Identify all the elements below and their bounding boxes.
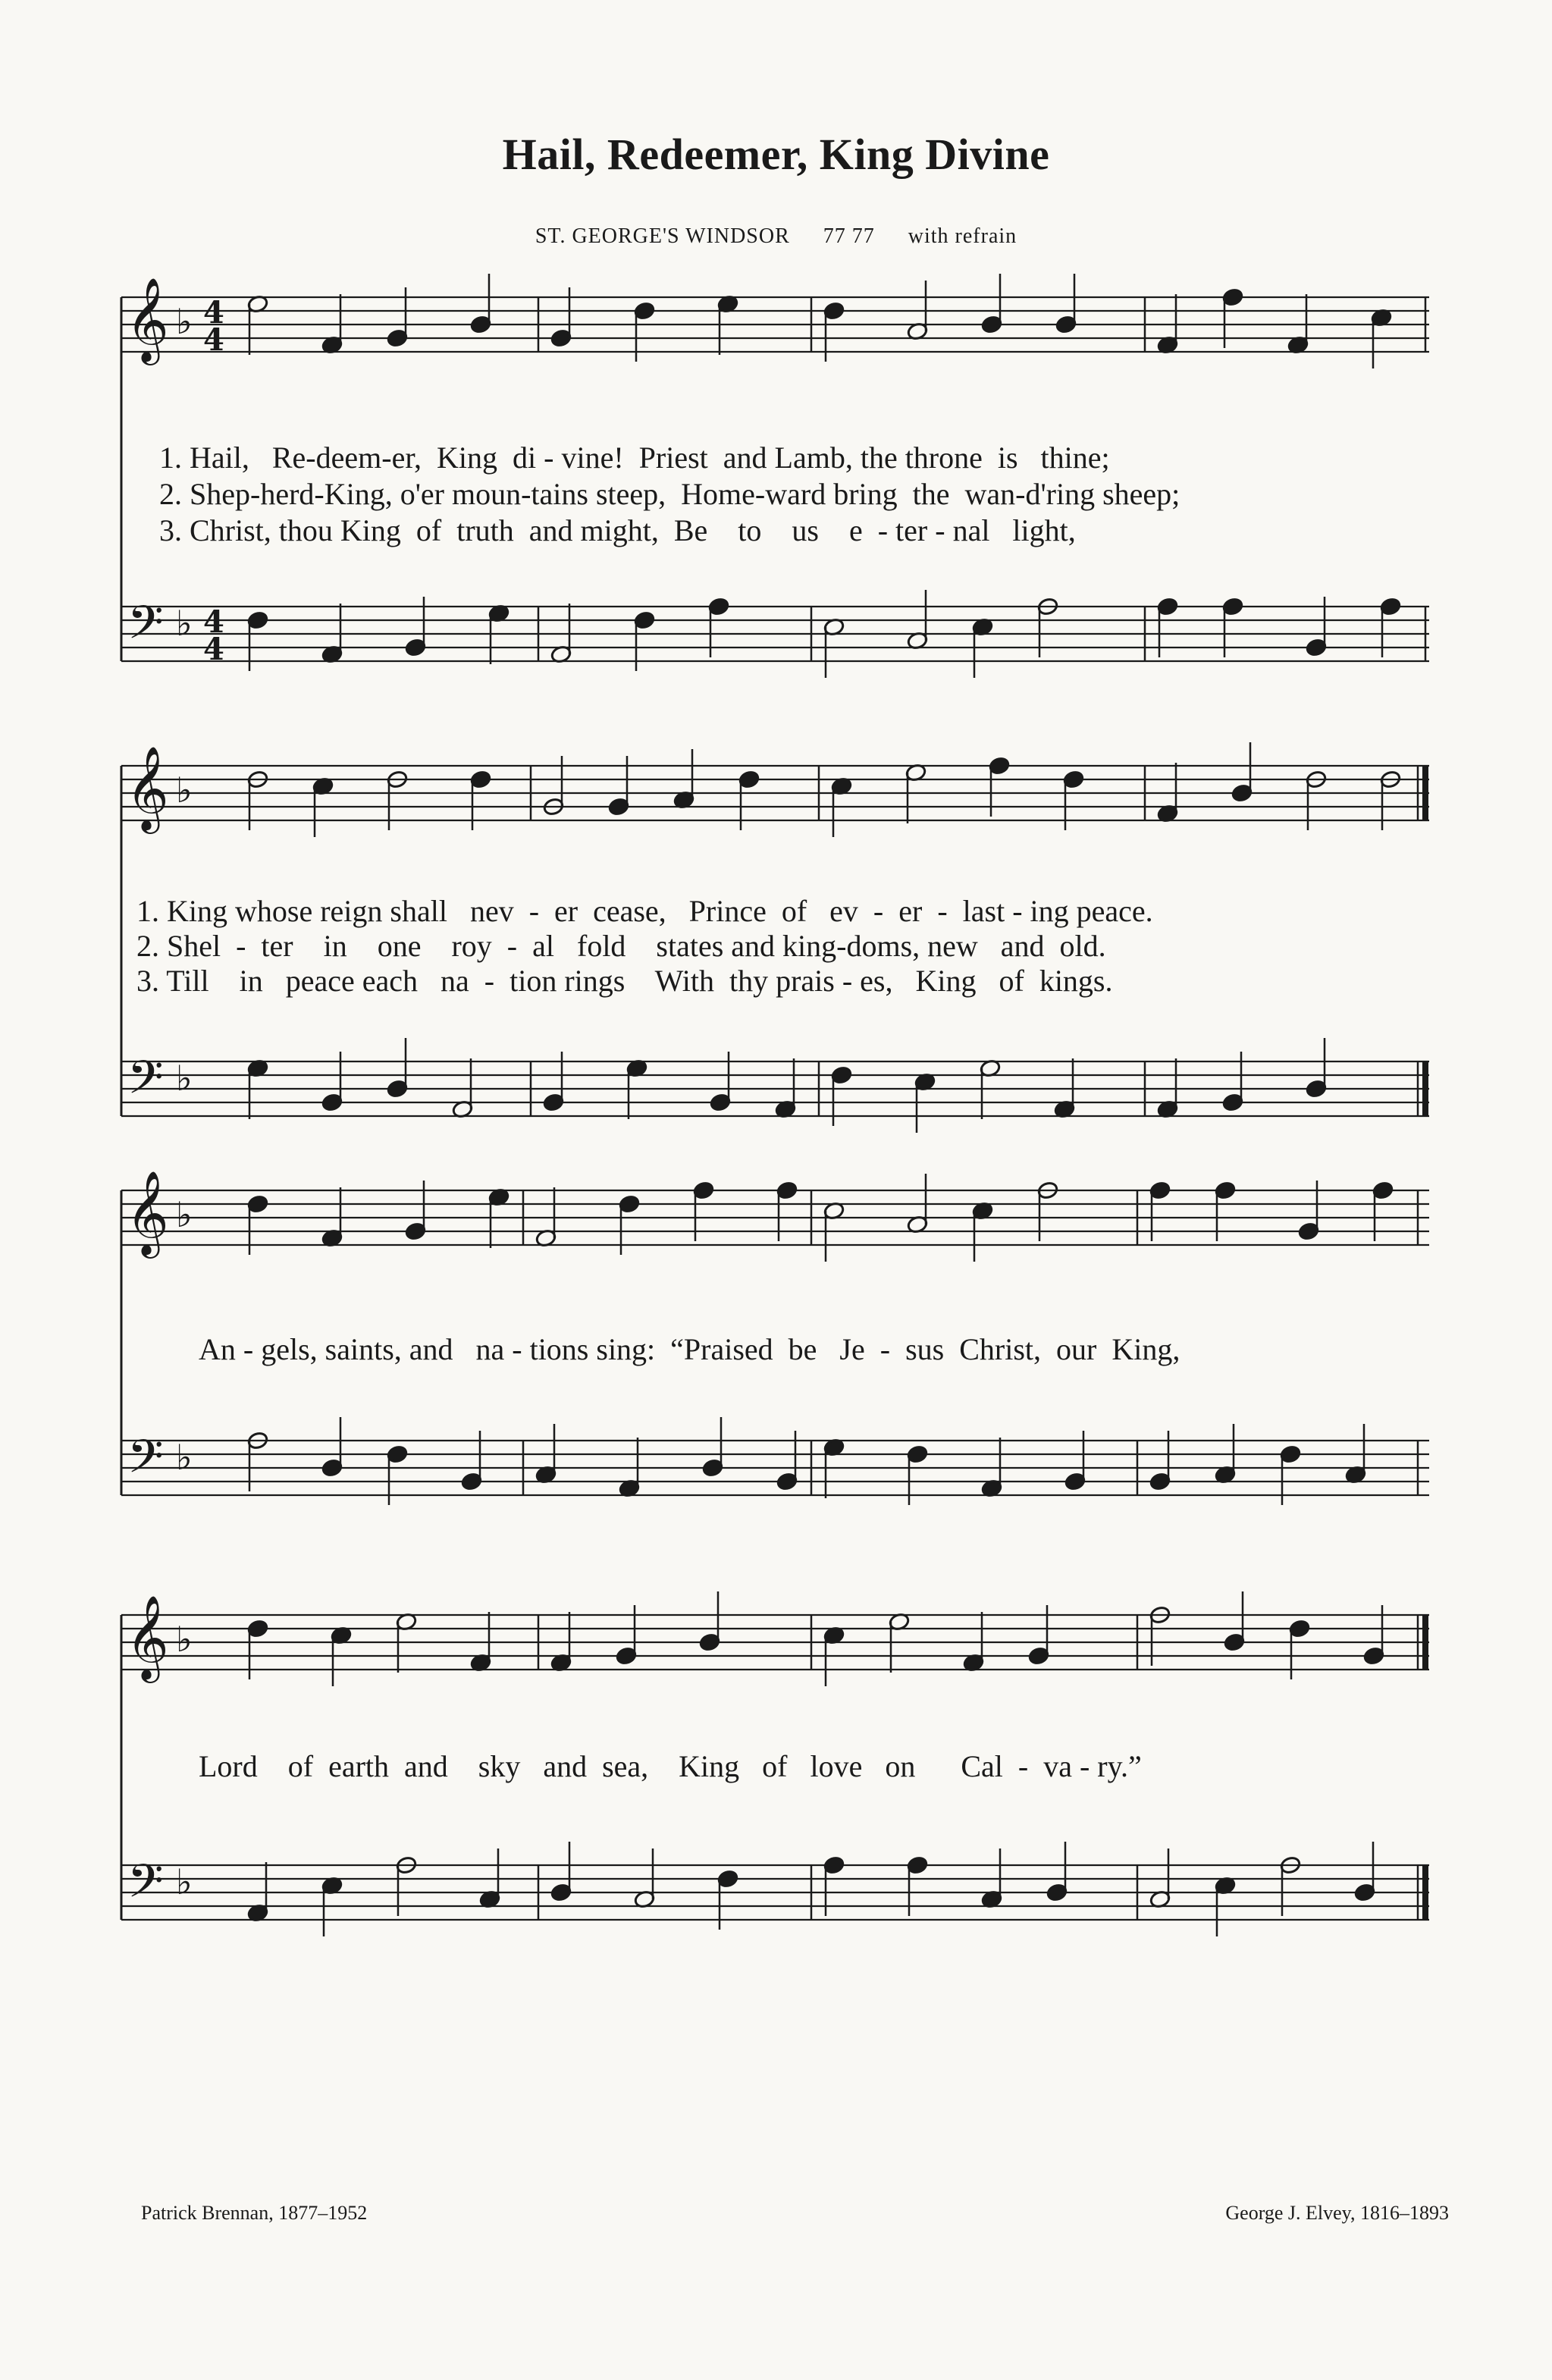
flat-key-signature: ♭ xyxy=(176,301,193,342)
treble-clef: 𝄞 xyxy=(126,1595,169,1679)
lyric-line: 1. Hail, Re-deem-er, King di - vine! Priest and Lamb, the throne is thine; xyxy=(159,441,1110,475)
refrain-note: with refrain xyxy=(908,224,1017,248)
bass-clef: 𝄢 xyxy=(127,596,164,661)
lyric-line: 3. Till in peace each na - tion rings With thy prais - es, King of kings. xyxy=(136,964,1113,998)
final-bar-line xyxy=(1422,1061,1428,1116)
flat-key-signature: ♭ xyxy=(176,1619,193,1660)
meter: 77 77 xyxy=(823,224,875,248)
bass-clef: 𝄢 xyxy=(127,1430,164,1495)
words-credit: Patrick Brennan, 1877–1952 xyxy=(141,2202,368,2224)
bass-clef: 𝄢 xyxy=(127,1855,164,1920)
flat-key-signature: ♭ xyxy=(176,770,193,811)
lyric-line: Lord of earth and sky and sea, King of love on Cal - va - ry.” xyxy=(199,1749,1142,1783)
lyric-line: 2. Shel - ter in one roy - al fold states and king-doms, new and old. xyxy=(136,929,1106,963)
flat-key-signature: ♭ xyxy=(176,603,193,644)
final-bar-line xyxy=(1422,1865,1428,1920)
flat-key-signature: ♭ xyxy=(176,1058,193,1099)
time-sig-bottom: 4 xyxy=(203,322,224,358)
flat-key-signature: ♭ xyxy=(176,1194,193,1235)
treble-clef: 𝄞 xyxy=(126,1170,169,1255)
flat-key-signature: ♭ xyxy=(176,1437,193,1478)
final-bar-line xyxy=(1422,766,1428,820)
lyric-line: An - gels, saints, and na - tions sing: “Praised be Je - sus Christ, our King, xyxy=(199,1332,1180,1366)
lyric-line: 2. Shep-herd-King, o'er moun-tains steep, Home-ward bring the wan-d'ring sheep; xyxy=(159,477,1180,511)
final-bar-line xyxy=(1422,1615,1428,1670)
lyric-line: 1. King whose reign shall nev - er cease, Prince of ev - er - last - ing peace. xyxy=(136,894,1153,928)
music-credit: George J. Elvey, 1816–1893 xyxy=(1225,2202,1449,2224)
time-sig-top: 4 xyxy=(203,604,224,640)
treble-clef: 𝄞 xyxy=(126,745,169,830)
treble-clef: 𝄞 xyxy=(126,277,169,362)
hymn-title: Hail, Redeemer, King Divine xyxy=(502,130,1050,179)
time-sig-bottom: 4 xyxy=(203,632,224,667)
bass-clef: 𝄢 xyxy=(127,1051,164,1116)
flat-key-signature: ♭ xyxy=(176,1861,193,1902)
tune-name: ST. GEORGE'S WINDSOR xyxy=(535,224,790,248)
time-sig-top: 4 xyxy=(203,295,224,331)
lyric-line: 3. Christ, thou King of truth and might, Be to us e - ter - nal light, xyxy=(159,513,1076,547)
